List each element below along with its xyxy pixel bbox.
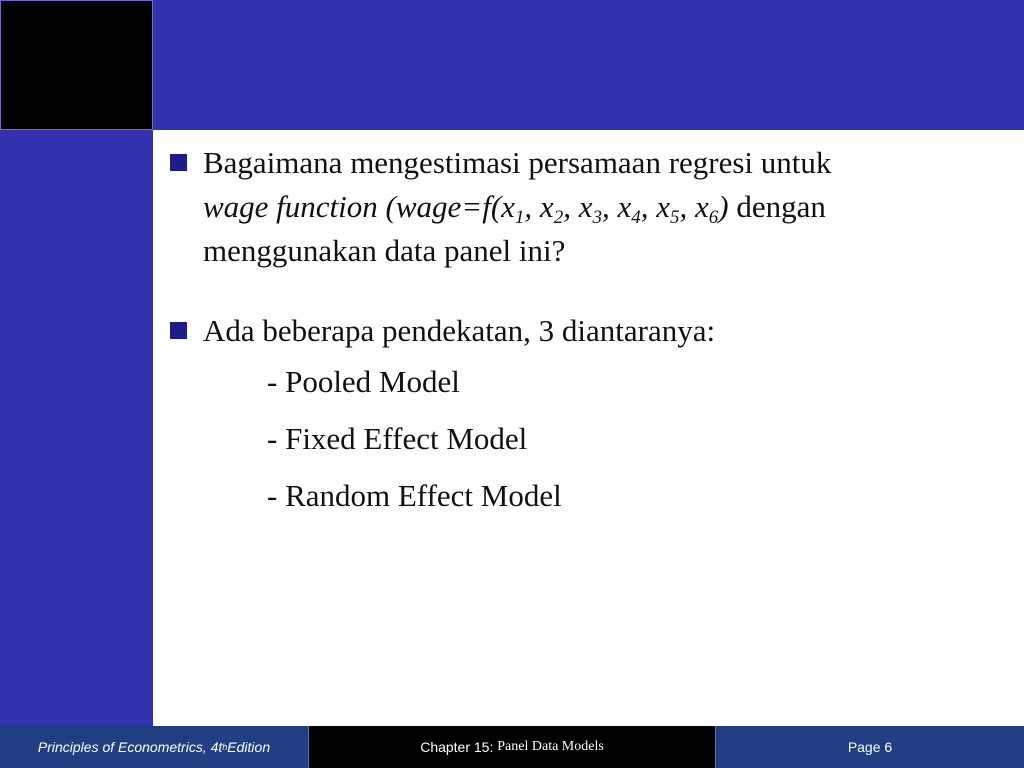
footer-book-title: Principles of Econometrics, 4t h Edition: [0, 726, 308, 768]
square-bullet-icon: [170, 154, 187, 171]
chapter-title: Panel Data Models: [497, 739, 604, 754]
sub-item-fixed: - Fixed Effect Model: [267, 421, 528, 456]
top-header-band: [153, 0, 1024, 130]
slide-body: [168, 141, 1018, 524]
sub-item-pooled: - Pooled Model: [267, 364, 460, 399]
square-bullet-icon: [170, 322, 187, 339]
bullet-text-after: dengan: [728, 189, 826, 224]
footer-page-number: Page 6: [716, 726, 1024, 768]
footer-chapter: [308, 726, 716, 768]
bullet-item: [168, 141, 1018, 273]
footer-bar: [0, 726, 1024, 768]
bullet-item: [168, 309, 1018, 353]
corner-block: [0, 0, 153, 130]
bullet-text: Bagaimana mengestimasi persamaan regresi untuk: [203, 145, 832, 180]
bullet-text-line3: menggunakan data panel ini?: [203, 233, 566, 268]
wage-function-formula: wage function ($wage=f(x_1$, $x_2$, $x_3$, $x_4$, $x_5$, $x_6$): [203, 189, 729, 228]
chapter-label: Chapter 15:: [420, 739, 494, 755]
sub-item-random: - Random Effect Model: [267, 478, 562, 513]
bullet-text: Ada beberapa pendekatan, 3 diantaranya:: [203, 313, 716, 348]
